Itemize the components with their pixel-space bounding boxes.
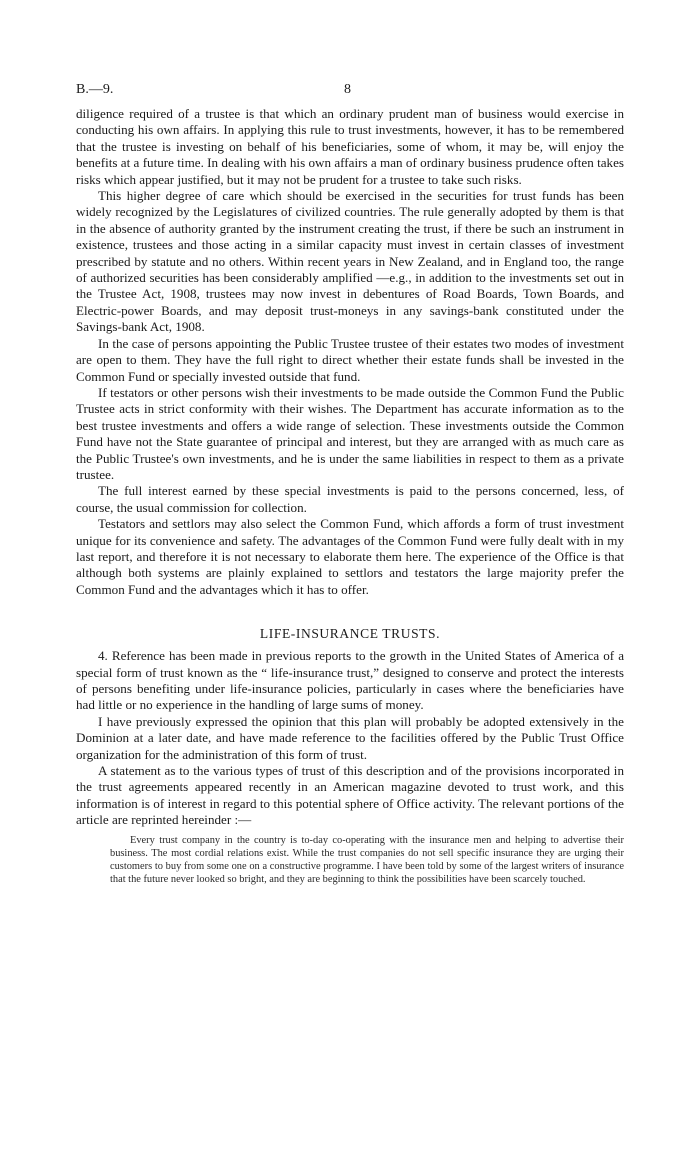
paragraph: The full interest earned by these special investments is paid to the persons concerned, less, of course, the usual commission for collection. xyxy=(76,483,624,515)
paragraph: A statement as to the various types of trust of this description and of the provisions incorporated in the trust agreements appeared recently in an American magazine devoted to trust work, and this information is of interest in regard to this potential sphere of Office activity. The relevant portions of the article are reprinted hereinder :— xyxy=(76,763,624,828)
paragraph: If testators or other persons wish their investments to be made outside the Common Fund the Public Trustee acts in strict conformity with their wishes. The Department has accurate information as to the best trustee investments and offers a wide range of selection. These investments outside the Common Fund have not the State guarantee of principal and interest, but they are arranged with as much care as the Public Trustee's own investments, and he is under the same liabilities in respect to them as a private trustee. xyxy=(76,384,624,482)
page-number: 8 xyxy=(344,82,351,97)
document-reference: B.—9. xyxy=(76,82,114,97)
body-text xyxy=(76,106,624,886)
paragraph: Testators and settlors may also select the Common Fund, which affords a form of trust investment unique for its convenience and safety. The advantages of the Common Fund were fully dealt with in my last report, and therefore it is not necessary to elaborate them here. The experience of the Office is that although both systems are plainly explained to settlors and testators the large majority prefer the Common Fund and the advantages which it has to offer. xyxy=(76,516,624,597)
paragraph: 4. Reference has been made in previous reports to the growth in the United States of America of a special form of trust known as the “ life-insurance trust,” designed to conserve and protect the interests of persons benefiting under life-insurance policies, particularly in cases where the beneficiaries have had little or no experience in the handling of large sums of money. xyxy=(76,648,624,713)
quoted-extract: Every trust company in the country is to-day co-operating with the insurance men and helping to advertise their business. The most cordial relations exist. While the trust companies do not sell specific insurance they are urging their customers to buy from some one on a constructive programme. I have been told by some of the largest writers of insurance that the future never looked so bright, and they are beginning to think the possibilities have been scarcely touched. xyxy=(110,834,624,886)
document-page xyxy=(76,82,624,886)
paragraph: In the case of persons appointing the Public Trustee trustee of their estates two modes of investment are open to them. They have the full right to direct whether their estate funds shall be invested in the Common Fund or specially invested outside that fund. xyxy=(76,335,624,384)
paragraph-continued: diligence required of a trustee is that which an ordinary prudent man of business would exercise in conducting his own affairs. In applying this rule to trust investments, however, it has to be remembered that the trustee is investing on behalf of his beneficiaries, some of whom, it may be, will enjoy the benefits at a future time. In dealing with his own affairs a man of ordinary business prudence often takes risks which appear justified, but it may not be prudent for a trustee to take such risks. xyxy=(76,106,624,187)
section-heading: LIFE-INSURANCE TRUSTS. xyxy=(259,626,441,642)
paragraph: I have previously expressed the opinion that this plan will probably be adopted extensively in the Dominion at a later date, and have made reference to the facilities offered by the Public Trust Office organization for the administration of this form of trust. xyxy=(76,713,624,762)
page-header xyxy=(76,82,624,102)
paragraph: This higher degree of care which should be exercised in the securities for trust funds has been widely recognized by the Legislatures of civilized countries. The rule generally adopted by them is that in the absence of authority granted by the instrument creating the trust, if there be such an instrument in existence, trustees and those acting in a similar capacity must invest in certain classes of investment prescribed by statute and no others. Within recent years in New Zealand, and in England too, the range of authorized securities has been considerably amplified —e.g., in addition to the investments set out in the Trustee Act, 1908, trustees may now invest in debentures of Road Boards, Town Boards, and Electric-power Boards, and may deposit trust-moneys in any savings-bank constituted under the Savings-bank Act, 1908. xyxy=(76,188,624,335)
